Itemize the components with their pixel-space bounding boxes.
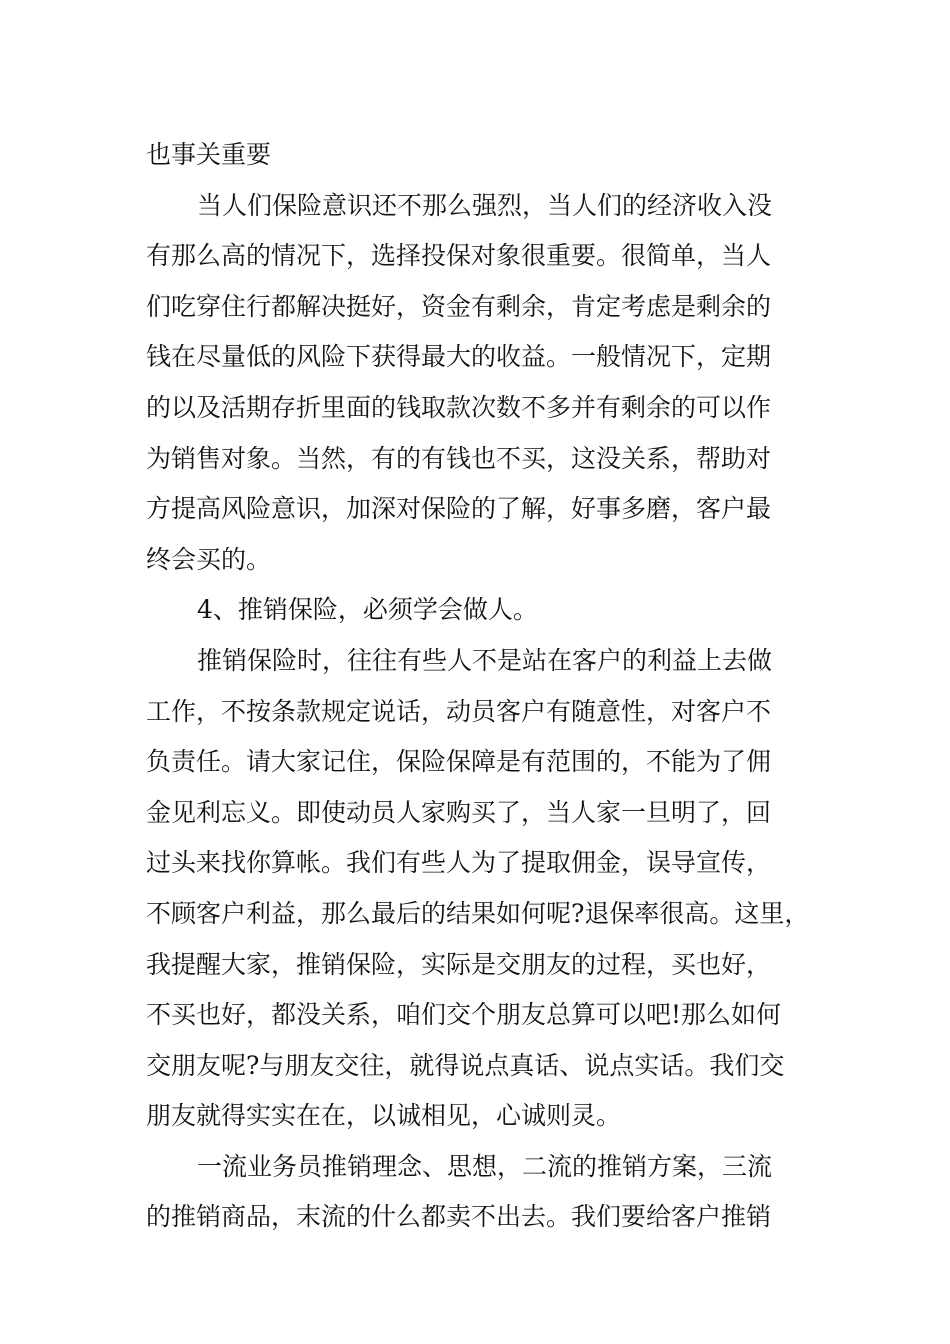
text-line: 也事关重要 [146, 140, 272, 169]
text-line: 金见利忘义。即使动员人家购买了，当人家一旦明了，回 [146, 797, 772, 827]
text-line: 过头来找你算帐。我们有些人为了提取佣金，误导宣传， [146, 848, 772, 878]
body-text [146, 130, 836, 1243]
text-line: 工作，不按条款规定说话，动员客户有随意性，对客户不 [146, 696, 772, 726]
text-line: 不买也好，都没关系，咱们交个朋友总算可以吧!那么如何 [146, 1000, 782, 1030]
text-line: 们吃穿住行都解决挺好，资金有剩余，肯定考虑是剩余的 [146, 291, 772, 321]
text-line: 方提高风险意识，加深对保险的了解，好事多磨，客户最 [146, 494, 772, 524]
text-line: 交朋友呢?与朋友交往，就得说点真话、说点实话。我们交 [146, 1050, 785, 1080]
text-line: 为销售对象。当然，有的有钱也不买，这没关系，帮助对 [146, 443, 772, 473]
paragraph-start-line: 推销保险时，往往有些人不是站在客户的利益上去做 [197, 645, 773, 675]
text-line: 有那么高的情况下，选择投保对象很重要。很简单，当人 [146, 241, 772, 271]
text-line: 负责任。请大家记住，保险保障是有范围的，不能为了佣 [146, 747, 772, 777]
text-line: 的推销商品，末流的什么都卖不出去。我们要给客户推销 [146, 1202, 772, 1232]
text-line: 的以及活期存折里面的钱取款次数不多并有剩余的可以作 [146, 392, 772, 422]
text-line: 不顾客户利益，那么最后的结果如何呢?退保率很高。这里， [146, 898, 810, 928]
text-line: 我提醒大家，推销保险，实际是交朋友的过程，买也好， [146, 949, 772, 979]
text-line: 终会买的。 [146, 544, 272, 574]
text-line: 钱在尽量低的风险下获得最大的收益。一般情况下，定期 [146, 342, 772, 372]
section-heading: 4、推销保险，必须学会做人。 [197, 595, 538, 625]
paragraph-start-line: 一流业务员推销理念、思想，二流的推销方案，三流 [197, 1151, 773, 1181]
text-line: 朋友就得实实在在，以诚相见，心诚则灵。 [146, 1101, 622, 1131]
paragraph-start-line: 当人们保险意识还不那么强烈，当人们的经济收入没 [197, 190, 773, 220]
